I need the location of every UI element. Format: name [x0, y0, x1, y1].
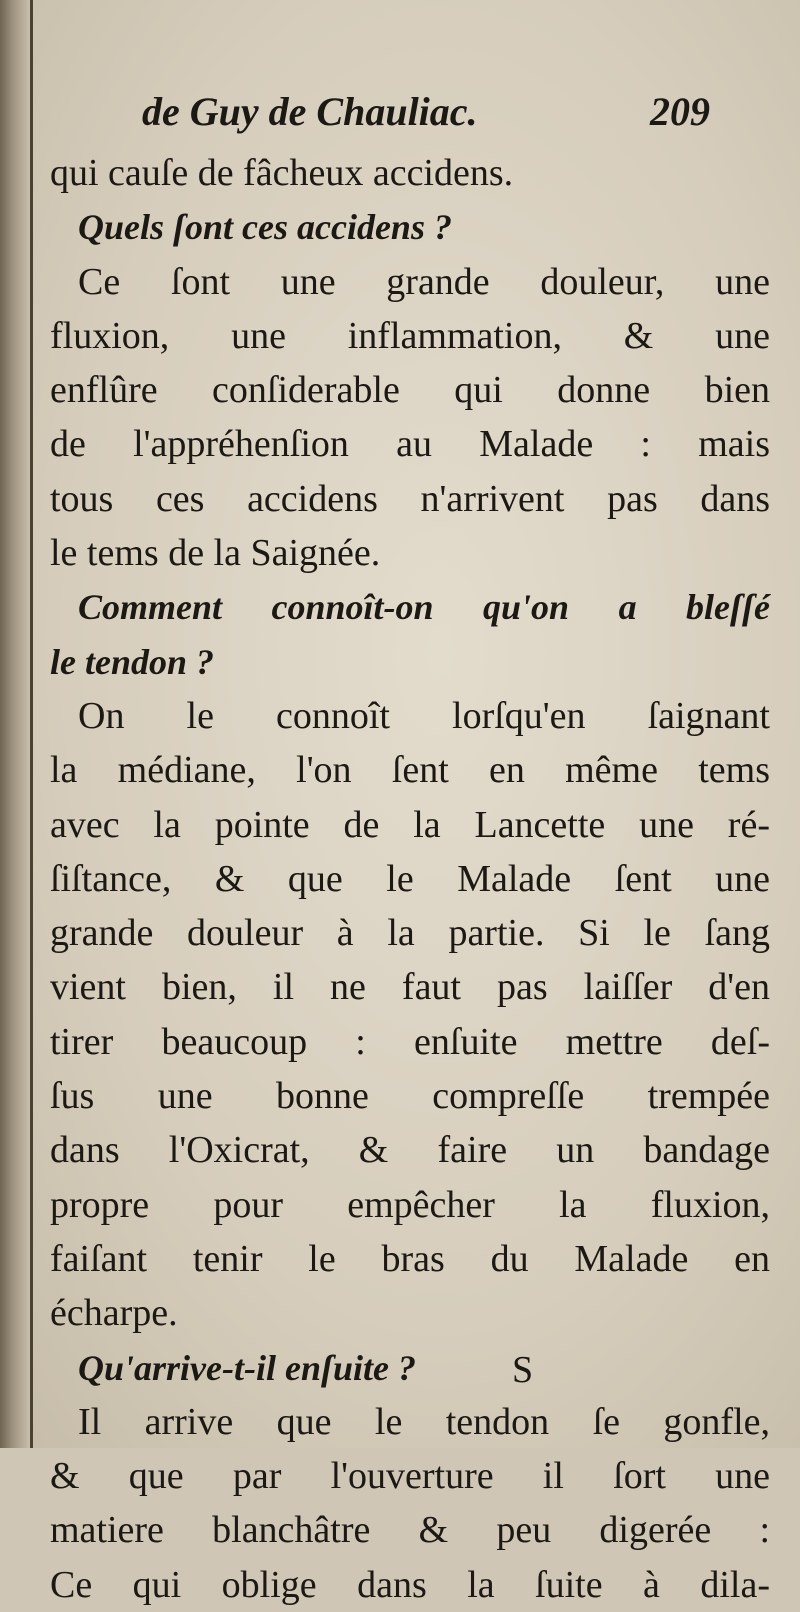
text-line: propre pour empêcher la fluxion,: [50, 1183, 770, 1226]
page-gutter: [0, 0, 30, 1448]
text-line: tous ces accidens n'arrivent pas dans: [50, 477, 770, 520]
running-header: [50, 88, 770, 146]
question-line: Quels ſont ces accidens ?: [78, 207, 452, 248]
text-line: de l'appréhenſion au Malade : mais: [50, 423, 770, 466]
text-line: écharpe.: [50, 1292, 178, 1335]
signature-mark: S: [512, 1349, 534, 1391]
text-line: On le connoît lorſqu'en ſaignant: [78, 694, 770, 737]
text-line: ſus une bonne compreſſe trempée: [50, 1075, 770, 1118]
text-line: vient bien, il ne faut pas laiſſer d'en: [50, 966, 770, 1009]
text-line: la médiane, l'on ſent en même tems: [50, 749, 770, 792]
binding-edge: [30, 0, 33, 1448]
text-line: ſiſtance, & que le Malade ſent une: [50, 857, 770, 900]
text-line: le tems de la Saignée.: [50, 532, 381, 575]
page-text: [50, 88, 770, 1612]
question-line: Comment connoît-on qu'on a bleſſé: [78, 587, 770, 628]
text-line: dans l'Oxicrat, & faire un bandage: [50, 1129, 770, 1172]
page-number: 209: [650, 89, 710, 134]
text-line: matiere blanchâtre & peu digerée :: [50, 1509, 770, 1552]
text-line: Ce ſont une grande douleur, une: [78, 260, 770, 303]
text-line: grande douleur à la partie. Si le ſang: [50, 912, 770, 955]
text-line: qui cauſe de fâcheux accidens.: [50, 152, 514, 194]
text-line: faiſant tenir le bras du Malade en: [50, 1237, 770, 1280]
text-line: avec la pointe de la Lancette une ré-: [50, 803, 770, 846]
text-line: Ce qui oblige dans la ſuite à dila-: [50, 1563, 770, 1606]
text-line: tirer beaucoup : enſuite mettre deſ-: [50, 1020, 770, 1063]
text-line: & que par l'ouverture il ſort une: [50, 1455, 770, 1498]
text-line: Il arrive que le tendon ſe gonfle,: [78, 1400, 770, 1443]
running-title: de Guy de Chauliac.: [142, 89, 478, 134]
question-line: le tendon ?: [50, 641, 215, 682]
text-line: fluxion, une inflammation, & une: [50, 314, 770, 357]
question-line: Qu'arrive-t-il enſuite ?: [78, 1347, 416, 1388]
text-line: enflûre conſiderable qui donne bien: [50, 369, 770, 412]
